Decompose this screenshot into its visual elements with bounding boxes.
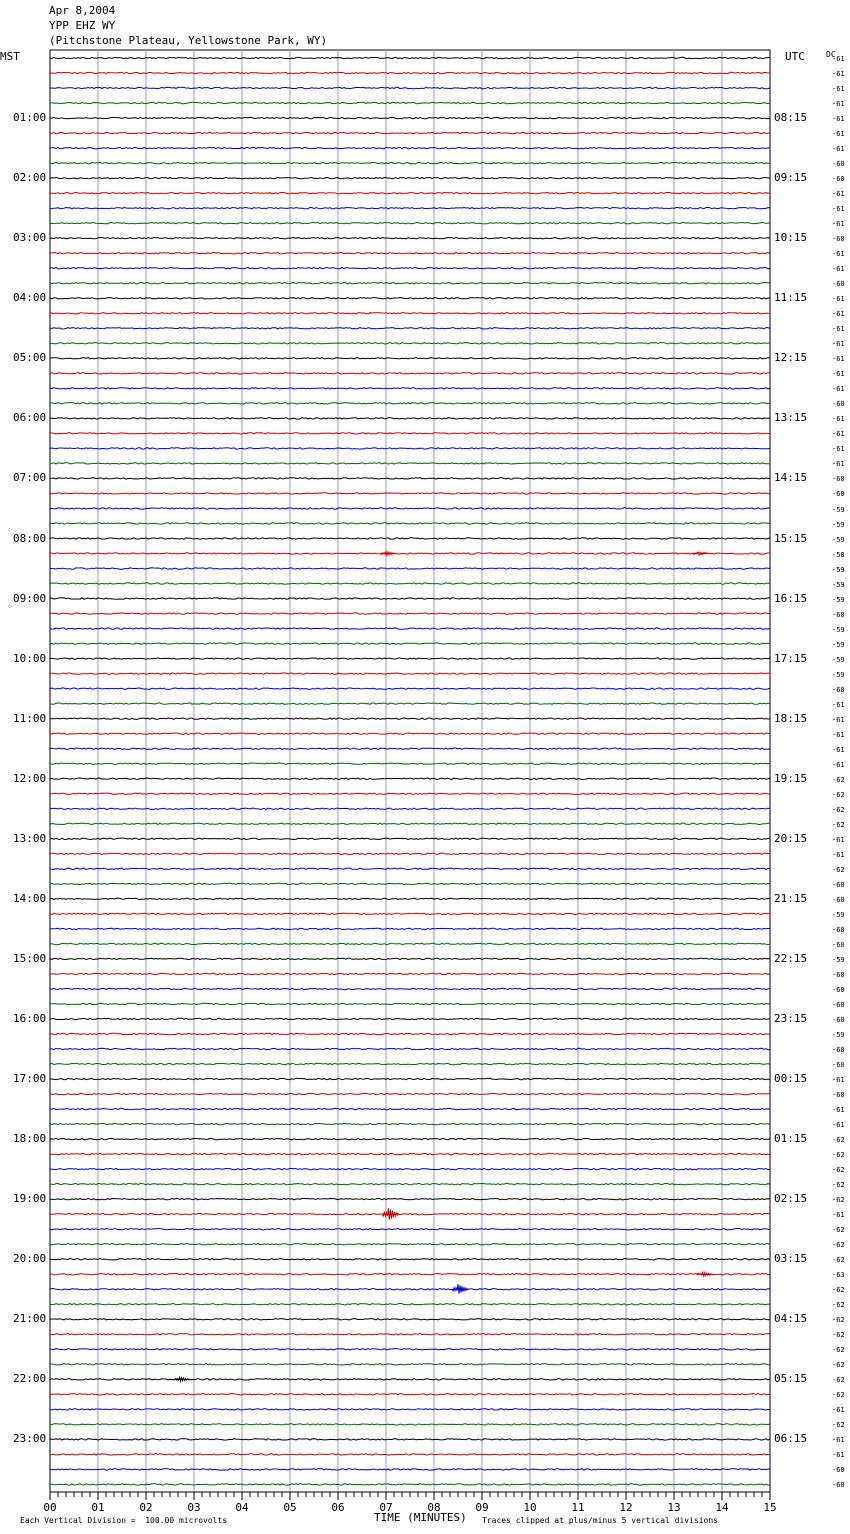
plot-frame <box>50 50 770 1492</box>
dc-offset-label: -61 <box>832 1406 845 1415</box>
dc-offset-label: -61 <box>832 355 845 364</box>
seismic-trace <box>50 988 770 989</box>
dc-offset-label: -62 <box>832 1181 845 1190</box>
dc-offset-label: -62 <box>832 775 845 784</box>
dc-offset-label: -62 <box>832 1331 845 1340</box>
right-hour-label: 13:15 <box>774 411 808 425</box>
seismic-trace <box>50 388 770 389</box>
seismic-trace <box>50 1138 770 1139</box>
seismic-trace <box>50 1244 770 1245</box>
x-tick-label: 13 <box>667 1501 681 1514</box>
seismic-event <box>380 552 396 556</box>
seismic-trace <box>50 1183 770 1184</box>
seismic-trace <box>50 1259 770 1260</box>
dc-offset-label: -59 <box>832 670 845 679</box>
seismic-event <box>452 1284 468 1294</box>
dc-offset-label: -61 <box>832 1436 845 1445</box>
seismic-trace <box>50 208 770 209</box>
seismic-trace <box>50 448 770 449</box>
dc-offset-label: -60 <box>832 1481 845 1490</box>
dc-offset-label: -60 <box>832 475 845 484</box>
dc-offset-label: -60 <box>832 1061 845 1069</box>
seismic-trace <box>50 718 770 719</box>
dc-offset-label: -62 <box>832 1196 845 1205</box>
seismic-trace <box>50 1469 770 1470</box>
dc-offset-label: -62 <box>832 1151 845 1160</box>
seismic-trace <box>50 433 770 434</box>
seismic-trace <box>50 147 770 148</box>
dc-offset-label: -61 <box>832 835 845 844</box>
dc-offset-label: -60 <box>832 925 845 934</box>
left-timezone-label: MST <box>0 50 20 63</box>
right-hour-label: 08:15 <box>774 111 808 125</box>
right-hour-label: 20:15 <box>774 831 808 845</box>
dc-offset-label: -62 <box>832 1136 845 1145</box>
left-hour-label: 04:00 <box>13 291 47 305</box>
seismic-trace <box>50 958 770 959</box>
right-hour-label: 21:15 <box>774 891 808 905</box>
seismic-trace <box>50 823 770 824</box>
left-hour-label: 13:00 <box>13 831 47 845</box>
dc-offset-label: -61 <box>832 415 845 424</box>
x-tick-label: 09 <box>475 1501 489 1514</box>
dc-offset-label: -60 <box>832 490 845 499</box>
seismic-trace <box>50 883 770 884</box>
right-hour-label: 22:15 <box>774 951 808 965</box>
dc-offset-label: -62 <box>832 1316 845 1325</box>
x-tick-label: 05 <box>283 1501 297 1514</box>
x-tick-label: 10 <box>523 1501 537 1514</box>
x-axis-title: TIME (MINUTES) <box>374 1511 467 1524</box>
dc-offset-label: -59 <box>832 580 845 589</box>
seismic-trace <box>50 658 770 659</box>
seismic-trace <box>50 973 770 974</box>
seismic-trace <box>50 463 770 464</box>
dc-offset-label: -62 <box>832 1256 845 1265</box>
dc-offset-label: -62 <box>832 1301 845 1310</box>
dc-offset-label: -59 <box>832 910 845 919</box>
seismic-trace <box>50 868 770 869</box>
seismic-trace <box>50 418 770 419</box>
right-hour-label: 19:15 <box>774 771 808 785</box>
seismic-trace <box>50 568 770 569</box>
dc-offset-label: -61 <box>832 385 845 394</box>
seismic-trace <box>50 913 770 914</box>
dc-offset-label: -61 <box>832 445 845 454</box>
seismic-trace <box>50 778 770 779</box>
x-tick-label: 15 <box>763 1501 777 1514</box>
left-hour-label: 16:00 <box>13 1012 47 1025</box>
dc-offset-label: -62 <box>832 1421 845 1430</box>
seismic-trace <box>50 613 770 614</box>
seismic-trace <box>50 598 770 599</box>
dc-offset-label: -61 <box>832 340 845 349</box>
seismic-trace <box>50 538 770 539</box>
left-hour-label: 20:00 <box>13 1252 47 1266</box>
seismic-trace <box>50 177 770 178</box>
seismic-trace <box>50 1454 770 1455</box>
dc-offset-label: -60 <box>832 1091 845 1099</box>
seismic-trace <box>50 117 770 118</box>
seismic-trace <box>50 793 770 794</box>
clip-note: Traces clipped at plus/minus 5 vertical divisions <box>482 1516 719 1525</box>
right-hour-label: 14:15 <box>774 471 808 485</box>
dc-offset-label: -61 <box>832 1211 845 1220</box>
x-tick-label: 07 <box>379 1501 393 1514</box>
seismic-trace <box>50 733 770 734</box>
seismic-trace <box>50 688 770 689</box>
seismic-trace <box>50 583 770 584</box>
left-hour-label: 19:00 <box>13 1192 47 1206</box>
dc-offset-label: -61 <box>832 715 845 724</box>
seismic-trace <box>50 102 770 103</box>
dc-offset-label: -61 <box>832 220 845 229</box>
dc-offset-label: -61 <box>832 85 845 93</box>
seismic-trace <box>50 763 770 764</box>
seismic-trace <box>50 1003 770 1004</box>
right-hour-label: 23:15 <box>774 1012 808 1025</box>
dc-offset-label: -61 <box>832 205 845 214</box>
dc-offset-label: -61 <box>832 745 845 754</box>
dc-offset-label: -62 <box>832 1346 845 1355</box>
dc-offset-label: -61 <box>832 295 845 304</box>
seismic-trace <box>50 253 770 254</box>
right-hour-label: 10:15 <box>774 231 808 245</box>
dc-offset-label: -60 <box>832 685 845 694</box>
right-hour-label: 09:15 <box>774 171 808 185</box>
seismic-trace <box>50 283 770 284</box>
dc-offset-label: -58 <box>832 550 845 559</box>
dc-offset-label: -59 <box>832 1031 845 1039</box>
left-hour-label: 05:00 <box>13 351 47 365</box>
seismic-trace <box>50 1364 770 1365</box>
seismic-trace <box>50 72 770 73</box>
left-hour-label: 15:00 <box>13 951 47 965</box>
seismic-trace <box>50 1379 770 1380</box>
x-tick-label: 08 <box>427 1501 441 1514</box>
dc-offset-label: -60 <box>832 280 845 289</box>
left-hour-label: 17:00 <box>13 1072 47 1085</box>
seismic-trace <box>50 1439 770 1440</box>
seismic-trace <box>50 1093 770 1094</box>
dc-offset-label: -62 <box>832 1166 845 1175</box>
seismic-trace <box>50 1063 770 1064</box>
seismic-trace <box>50 1198 770 1199</box>
left-hour-label: 08:00 <box>13 531 47 545</box>
seismic-trace <box>50 373 770 374</box>
left-hour-label: 01:00 <box>13 111 47 125</box>
x-tick-label: 06 <box>331 1501 345 1514</box>
seismic-trace <box>50 1274 770 1275</box>
seismic-event <box>382 1208 398 1219</box>
left-hour-label: 18:00 <box>13 1132 47 1146</box>
seismic-trace <box>50 328 770 329</box>
right-timezone-label: UTC <box>785 50 805 63</box>
dc-offset-label: -61 <box>832 310 845 319</box>
dc-offset-label: -61 <box>832 700 845 709</box>
x-tick-label: 04 <box>235 1501 249 1514</box>
dc-offset-label: -60 <box>832 1000 845 1009</box>
dc-offset-label: -60 <box>832 1046 845 1054</box>
left-hour-label: 10:00 <box>13 651 47 665</box>
dc-offset-label: -62 <box>832 1226 845 1235</box>
right-hour-label: 00:15 <box>774 1072 808 1085</box>
dc-offset-label: -59 <box>832 595 845 604</box>
dc-offset-label: -61 <box>832 1076 845 1084</box>
dc-offset-label: -60 <box>832 400 845 409</box>
seismic-trace <box>50 358 770 359</box>
dc-offset-label: -59 <box>832 520 845 529</box>
dc-offset-label: -59 <box>832 625 845 634</box>
right-hour-label: 04:15 <box>774 1312 808 1326</box>
dc-offset-label: -61 <box>832 250 845 259</box>
left-hour-label: 06:00 <box>13 411 47 425</box>
dc-offset-label: -59 <box>832 955 845 964</box>
dc-label: DC <box>826 50 836 59</box>
dc-offset-label: -61 <box>832 70 845 78</box>
dc-offset-label: -62 <box>832 1376 845 1385</box>
right-hour-label: 12:15 <box>774 351 808 365</box>
left-hour-label: 23:00 <box>13 1432 47 1446</box>
dc-offset-label: -62 <box>832 805 845 814</box>
dc-offset-label: -61 <box>832 730 845 739</box>
dc-offset-label: -59 <box>832 565 845 574</box>
left-hour-label: 22:00 <box>13 1372 47 1386</box>
seismic-trace <box>50 1394 770 1395</box>
seismic-trace <box>50 1214 770 1215</box>
left-hour-label: 07:00 <box>13 471 47 485</box>
seismic-trace <box>50 673 770 674</box>
date-label: Apr 8,2004 <box>49 4 116 17</box>
seismic-trace <box>50 403 770 404</box>
seismic-trace <box>50 192 770 193</box>
right-hour-label: 03:15 <box>774 1252 808 1266</box>
dc-offset-label: -60 <box>832 985 845 994</box>
seismic-trace <box>50 808 770 809</box>
seismic-trace <box>50 1424 770 1425</box>
right-hour-label: 02:15 <box>774 1192 808 1206</box>
seismic-trace <box>50 643 770 644</box>
seismic-trace <box>50 1229 770 1230</box>
right-hour-label: 06:15 <box>774 1432 808 1446</box>
dc-offset-label: -62 <box>832 1391 845 1400</box>
seismic-trace <box>50 898 770 899</box>
dc-offset-label: -61 <box>832 760 845 769</box>
dc-offset-label: -61 <box>832 325 845 334</box>
seismic-trace <box>50 943 770 944</box>
left-hour-label: 09:00 <box>13 591 47 605</box>
dc-offset-label: -60 <box>832 880 845 889</box>
seismic-trace <box>50 1108 770 1109</box>
scale-note: Each Vertical Division = 100.00 microvolts <box>20 1516 228 1525</box>
left-hour-label: 11:00 <box>13 711 47 725</box>
seismic-trace <box>50 1123 770 1124</box>
dc-offset-label: -62 <box>832 865 845 874</box>
left-hour-label: 14:00 <box>13 891 47 905</box>
dc-offset-label: -62 <box>832 1361 845 1370</box>
x-tick-label: 11 <box>571 1501 585 1514</box>
right-hour-label: 01:15 <box>774 1132 808 1146</box>
x-tick-label: 03 <box>187 1501 201 1514</box>
dc-offset-label: -60 <box>832 1466 845 1475</box>
seismic-trace <box>50 1484 770 1485</box>
right-hour-label: 05:15 <box>774 1372 808 1386</box>
dc-offset-label: -62 <box>832 1286 845 1295</box>
dc-offset-label: -61 <box>832 850 845 859</box>
dc-offset-label: -61 <box>832 145 845 154</box>
dc-offset-label: -60 <box>832 610 845 619</box>
left-hour-label: 03:00 <box>13 231 47 245</box>
seismic-trace <box>50 628 770 629</box>
seismic-trace <box>50 853 770 854</box>
dc-offset-label: -61 <box>832 430 845 439</box>
seismic-trace <box>50 1289 770 1290</box>
dc-offset-label: -59 <box>832 655 845 664</box>
dc-offset-label: -59 <box>832 535 845 544</box>
dc-offset-label: -62 <box>832 820 845 829</box>
seismic-trace <box>50 703 770 704</box>
dc-offset-label: -61 <box>832 130 845 139</box>
seismic-trace <box>50 223 770 224</box>
x-tick-label: 12 <box>619 1501 633 1514</box>
seismic-trace <box>50 313 770 314</box>
dc-offset-label: -61 <box>832 190 845 199</box>
x-tick-label: 14 <box>715 1501 729 1514</box>
seismic-trace <box>50 1409 770 1410</box>
seismic-trace <box>50 268 770 269</box>
dc-offset-label: -61 <box>832 100 845 108</box>
seismic-trace <box>50 1153 770 1154</box>
dc-offset-label: -60 <box>832 175 845 184</box>
seismic-trace <box>50 132 770 133</box>
seismic-trace <box>50 508 770 509</box>
dc-offset-label: -61 <box>832 460 845 469</box>
seismic-trace <box>50 1033 770 1034</box>
seismic-trace <box>50 343 770 344</box>
dc-offset-label: -63 <box>832 1271 845 1280</box>
seismic-trace <box>50 1334 770 1335</box>
seismic-trace <box>50 1304 770 1305</box>
right-hour-label: 17:15 <box>774 651 808 665</box>
station-label: YPP EHZ WY <box>49 19 116 32</box>
seismic-trace <box>50 1048 770 1049</box>
dc-offset-label: -62 <box>832 790 845 799</box>
seismic-trace <box>50 1349 770 1350</box>
seismic-trace <box>50 1078 770 1079</box>
right-hour-label: 11:15 <box>774 291 808 305</box>
seismic-trace <box>50 478 770 479</box>
location-label: (Pitchstone Plateau, Yellowstone Park, WY) <box>49 34 328 47</box>
seismic-trace <box>50 298 770 299</box>
seismic-trace <box>50 838 770 839</box>
left-hour-label: 12:00 <box>13 771 47 785</box>
dc-offset-label: -61 <box>832 55 845 63</box>
seismic-trace <box>50 523 770 524</box>
dc-offset-label: -61 <box>832 370 845 379</box>
dc-offset-label: -61 <box>832 265 845 274</box>
dc-offset-label: -59 <box>832 640 845 649</box>
left-hour-label: 02:00 <box>13 171 47 185</box>
dc-offset-label: -61 <box>832 1121 845 1130</box>
seismic-trace <box>50 928 770 929</box>
left-hour-label: 21:00 <box>13 1312 47 1326</box>
seismic-trace <box>50 553 770 554</box>
seismic-trace <box>50 1319 770 1320</box>
dc-offset-label: -60 <box>832 970 845 979</box>
dc-offset-label: -60 <box>832 940 845 949</box>
dc-offset-label: -62 <box>832 1241 845 1250</box>
seismic-trace <box>50 238 770 239</box>
dc-offset-label: -60 <box>832 235 845 244</box>
x-tick-label: 00 <box>43 1501 57 1514</box>
x-tick-label: 02 <box>139 1501 153 1514</box>
right-hour-label: 15:15 <box>774 531 808 545</box>
seismic-trace <box>50 493 770 494</box>
seismic-trace <box>50 748 770 749</box>
x-tick-label: 01 <box>91 1501 105 1514</box>
seismic-trace <box>50 87 770 88</box>
dc-offset-label: -61 <box>832 1451 845 1460</box>
dc-offset-label: -60 <box>832 160 845 169</box>
seismic-event <box>174 1377 190 1381</box>
seismic-event <box>697 1272 713 1276</box>
seismic-trace <box>50 1168 770 1169</box>
dc-offset-label: -59 <box>832 505 845 514</box>
dc-offset-label: -60 <box>832 895 845 904</box>
right-hour-label: 16:15 <box>774 591 808 605</box>
dc-offset-label: -61 <box>832 115 845 124</box>
seismic-trace <box>50 57 770 58</box>
seismic-trace <box>50 162 770 163</box>
right-hour-label: 18:15 <box>774 711 808 725</box>
dc-offset-label: -61 <box>832 1106 845 1114</box>
dc-offset-label: -60 <box>832 1016 845 1024</box>
seismic-trace <box>50 1018 770 1019</box>
